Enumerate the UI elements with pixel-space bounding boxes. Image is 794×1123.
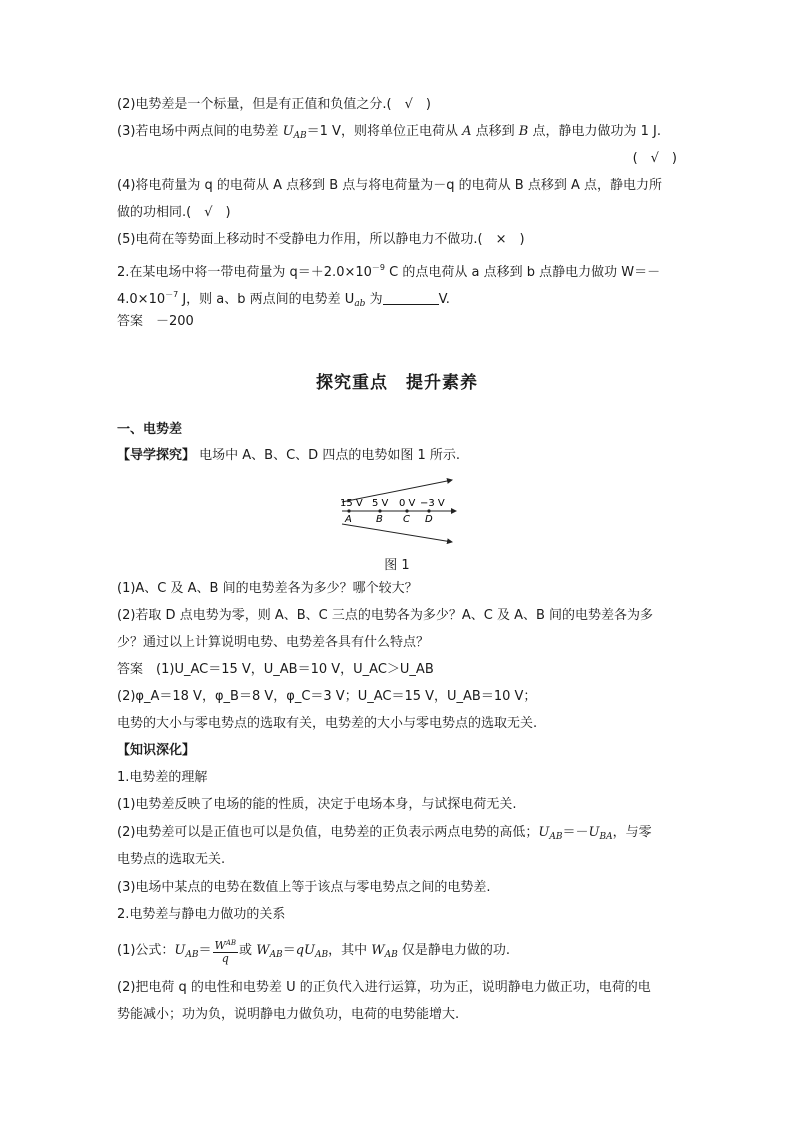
- field-line-bottom: [342, 524, 452, 542]
- section-title: 探究重点 提升素养: [316, 373, 478, 393]
- guide-inquiry: 【导学探究】 电场中 A、B、C、D 四点的电势如图 1 所示.: [117, 448, 460, 463]
- figure-caption: 图 1: [384, 558, 410, 573]
- knowledge-label: 【知识深化】: [117, 743, 196, 758]
- question-2: (2)若取 D 点电势为零，则 A、B、C 三点的电势各为多少？A、C 及 A、B 间的电势差各为多: [117, 608, 654, 623]
- knowledge-heading-2: 2.电势差与静电力做功的关系: [117, 907, 286, 922]
- knowledge-point-4: (2)把电荷 q 的电性和电势差 U 的正负代入进行运算，功为正，说明静电力做正功，电荷的电: [117, 980, 651, 995]
- point-d-dot: [427, 509, 430, 512]
- formula-fraction: $\frac{W^{AB}}{q}$: [214, 938, 237, 965]
- point-d-label: D: [425, 514, 433, 525]
- knowledge-point-2: (2)电势差可以是正值也可以是负值，电势差的正负表示两点电势的高低；$U_{AB}=-U_{BA}$，与零: [117, 825, 652, 842]
- point-b-label: B: [376, 514, 383, 525]
- formula-line: (1)公式：$U_{AB}=$ $\frac{W^{AB}}{q}$ 或 $W_{AB}=qU_{AB}$，其中 $W_{AB}$ 仅是静电力做的功.: [117, 938, 511, 965]
- question-1: (1)A、C 及 A、B 间的电势差各为多少？哪个较大？: [117, 581, 418, 596]
- knowledge-point-1: (1)电势差反映了电场的能的性质，决定于电场本身，与试探电荷无关.: [117, 797, 517, 812]
- potential-b: 5 V: [372, 498, 389, 509]
- section-heading: 一、电势差: [117, 422, 183, 437]
- point-b-dot: [378, 509, 381, 512]
- figure-1: [330, 472, 460, 548]
- question-2-cont: 少？通过以上计算说明电势、电势差各具有什么特点？: [117, 635, 430, 650]
- problem-2-cont: $4.0\times 10^{-7}$ J，则 a、b 两点间的电势差 $U_{ab}$ 为 V.: [117, 290, 450, 309]
- knowledge-point-2-cont: 电势点的选取无关.: [117, 852, 226, 867]
- statement-2: (2)电势差是一个标量，但是有正值和负值之分.( √ ): [117, 97, 431, 112]
- statement-4-cont: 做的功相同.( √ ): [117, 205, 231, 220]
- answer-2-line-3: 电势的大小与零电势点的选取有关，电势差的大小与零电势点的选取无关.: [117, 716, 538, 731]
- problem-2: 2.在某电场中将一带电荷量为 $q=+2.0\times 10^{-9}$ C 的点电荷从 a 点移到 b 点静电力做功 W＝－: [117, 263, 661, 280]
- point-c-label: C: [403, 514, 410, 525]
- statement-4: (4)将电荷量为 q 的电荷从 A 点移到 B 点与将电荷量为－q 的电荷从 B 点移到 A 点，静电力所: [117, 178, 662, 193]
- answer-2-line-2: (2)φ_A＝18 V，φ_B＝8 V，φ_C＝3 V；U_AC＝15 V，U_AB＝10 V；: [117, 689, 537, 704]
- knowledge-point-3: (3)电场中某点的电势在数值上等于该点与零电势点之间的电势差.: [117, 880, 491, 895]
- point-a-dot: [347, 509, 350, 512]
- knowledge-point-4-cont: 势能减小；功为负，说明静电力做负功，电荷的电势能增大.: [117, 1007, 460, 1022]
- potential-c: 0 V: [399, 498, 416, 509]
- potential-a: 15 V: [340, 498, 363, 509]
- answer-1: 答案 －200: [117, 314, 194, 329]
- statement-5: (5)电荷在等势面上移动时不受静电力作用，所以静电力不做功.( × ): [117, 232, 525, 247]
- point-c-dot: [405, 509, 408, 512]
- statement-3: (3)若电场中两点间的电势差 $U_{AB}=1$ V，则将单位正电荷从 A 点移到 B 点，静电力做功为 1 J.: [117, 124, 661, 141]
- potential-d: −3 V: [420, 498, 445, 509]
- knowledge-heading-1: 1.电势差的理解: [117, 770, 208, 785]
- answer-blank: [383, 292, 439, 305]
- answer-2-line-1: 答案 (1)U_AC＝15 V，U_AB＝10 V，U_AC＞U_AB: [117, 662, 434, 677]
- point-a-label: A: [345, 514, 352, 525]
- statement-3-mark: ( √ ): [632, 151, 677, 166]
